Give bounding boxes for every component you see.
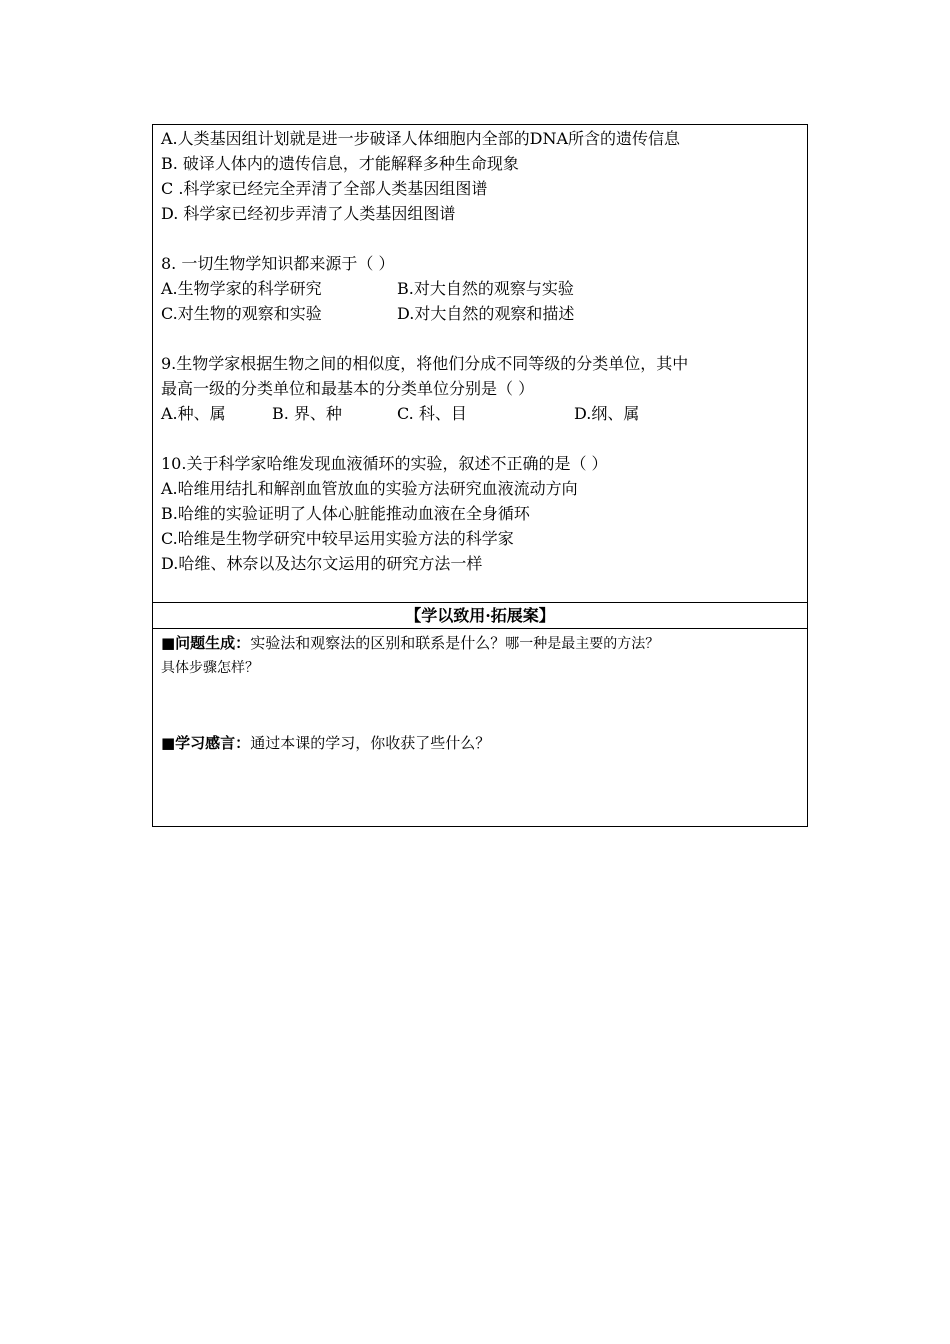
q7-option-c: C .科学家已经完全弄清了全部人类基因组图谱	[161, 179, 488, 198]
question-generation-text-small: 哪一种是最主要的方法？	[505, 636, 660, 652]
question-generation-label: ■问题生成：	[161, 634, 251, 652]
q8-option-b: B.对大自然的观察与实验	[397, 279, 574, 298]
question-generation-line	[161, 631, 799, 656]
reflection-label: ■学习感言：	[161, 734, 251, 752]
q8-option-d: D.对大自然的观察和描述	[397, 304, 575, 323]
q8-option-c: C.对生物的观察和实验	[161, 304, 322, 323]
q9-options-row	[161, 401, 799, 426]
q10-option-b: B.哈维的实验证明了人体心脏能推动血液在全身循环	[161, 504, 530, 523]
reflection-line	[161, 731, 799, 756]
spacer	[161, 706, 799, 731]
q9-stem-line-2: 最高一级的分类单位和最基本的分类单位分别是（ ）	[161, 379, 535, 398]
q10-option-c: C.哈维是生物学研究中较早运用实验方法的科学家	[161, 529, 514, 548]
extension-section	[153, 629, 807, 826]
q10-option-a: A.哈维用结扎和解剖血管放血的实验方法研究血液流动方向	[161, 479, 578, 498]
q8-options-row-1	[161, 276, 799, 301]
q9-option-c: C. 科、目	[397, 404, 467, 423]
q9-stem-line-1: 9.生物学家根据生物之间的相似度，将他们分成不同等级的分类单位，其中	[161, 354, 689, 373]
reflection-text: 通过本课的学习，你收获了些什么？	[250, 734, 491, 752]
worksheet-table	[152, 124, 808, 827]
q7-option-d: D. 科学家已经初步弄清了人类基因组图谱	[161, 204, 456, 223]
spacer	[161, 326, 799, 351]
extension-header: 【学以致用·拓展案】	[153, 603, 807, 629]
q9-option-b: B. 界、种	[272, 404, 342, 423]
q7-option-b: B. 破译人体内的遗传信息，才能解释多种生命现象	[161, 154, 519, 173]
spacer	[161, 681, 799, 706]
question-generation-text: 实验法和观察法的区别和联系是什么？	[250, 634, 506, 652]
q10-option-d: D.哈维、林奈以及达尔文运用的研究方法一样	[161, 554, 483, 573]
q9-option-d: D.纲、属	[574, 404, 640, 423]
q10-stem: 10.关于科学家哈维发现血液循环的实验，叙述不正确的是（ ）	[161, 454, 608, 473]
q8-option-a: A.生物学家的科学研究	[161, 279, 322, 298]
spacer	[161, 426, 799, 451]
questions-section	[153, 125, 807, 603]
question-generation-line-2: 具体步骤怎样？	[161, 660, 259, 676]
q7-option-a: A.人类基因组计划就是进一步破译人体细胞内全部的DNA所含的遗传信息	[161, 129, 681, 148]
q9-option-a: A.种、属	[161, 404, 226, 423]
q8-options-row-2	[161, 301, 799, 326]
spacer	[161, 226, 799, 251]
q8-stem: 8. 一切生物学知识都来源于（ ）	[161, 254, 395, 273]
